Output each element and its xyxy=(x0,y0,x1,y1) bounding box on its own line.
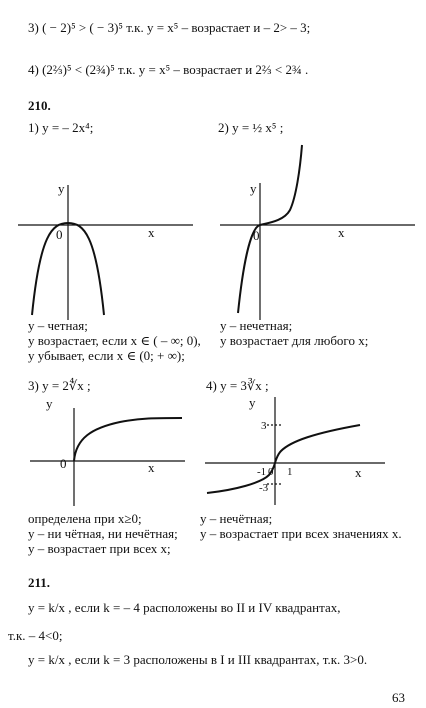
tick-1: 1 xyxy=(287,466,293,478)
curve xyxy=(207,425,360,493)
tick-minus-3: -3 xyxy=(259,482,269,494)
text-3b: y – ни чётная, ни нечётная; xyxy=(28,526,178,541)
p211-line-3: y = k/x , если k = 3 расположены в I и III квадрантах, т.к. 3>0. xyxy=(28,652,368,667)
text-1b: y возрастает, если x ∈ ( – ∞; 0), xyxy=(28,333,201,348)
x-label: x xyxy=(148,225,155,240)
origin: 0 xyxy=(253,228,260,243)
text-3c: y – возрастает при всех x; xyxy=(28,541,171,556)
formula-3: 3) y = 2∜x ; xyxy=(28,378,91,393)
x-label: x xyxy=(148,460,155,475)
text-2a: y – нечетная; xyxy=(220,318,293,333)
origin: 0 xyxy=(56,227,63,242)
page-number: 63 xyxy=(392,690,405,705)
y-label: y xyxy=(46,396,53,411)
text-1a: y – четная; xyxy=(28,318,88,333)
formula-2: 2) y = ½ x⁵ ; xyxy=(218,120,284,135)
graph-2 xyxy=(220,145,420,320)
p211-line-1: y = k/x , если k = – 4 расположены во II и IV квадрантах, xyxy=(28,600,341,615)
text-3a: определена при x≥0; xyxy=(28,511,142,526)
tick-minus-1: -1 xyxy=(257,466,267,478)
y-label: y xyxy=(249,395,256,410)
text-4b: y – возрастает при всех значениях x. xyxy=(200,526,402,541)
origin: 0 xyxy=(268,466,274,478)
y-label: y xyxy=(250,181,257,196)
text-1c: y убывает, если x ∈ (0; + ∞); xyxy=(28,348,185,363)
formula-1: 1) y = – 2x⁴; xyxy=(28,120,94,135)
origin: 0 xyxy=(60,456,67,471)
curve xyxy=(74,418,182,461)
section-211: 211. xyxy=(28,575,51,590)
graph-4 xyxy=(205,395,415,507)
line-4: 4) (2⅔)⁵ < (2¾)⁵ т.к. y = x⁵ – возрастает и 2⅔ < 2¾ . xyxy=(28,62,309,77)
graph-1 xyxy=(18,175,198,320)
text-2b: y возрастает для любого x; xyxy=(220,333,369,348)
x-label: x xyxy=(355,465,362,480)
graph-3 xyxy=(30,398,190,508)
y-label: y xyxy=(58,181,65,196)
p211-line-2: т.к. – 4<0; xyxy=(8,628,63,643)
curve xyxy=(238,145,302,313)
section-210: 210. xyxy=(28,98,51,113)
x-label: x xyxy=(338,225,345,240)
formula-4: 4) y = 3∛x ; xyxy=(206,378,269,393)
line-3: 3) ( − 2)⁵ > ( − 3)⁵ т.к. y = x⁵ – возрастает и – 2> – 3; xyxy=(28,20,311,35)
tick-3: 3 xyxy=(261,420,267,432)
text-4a: y – нечётная; xyxy=(200,511,273,526)
